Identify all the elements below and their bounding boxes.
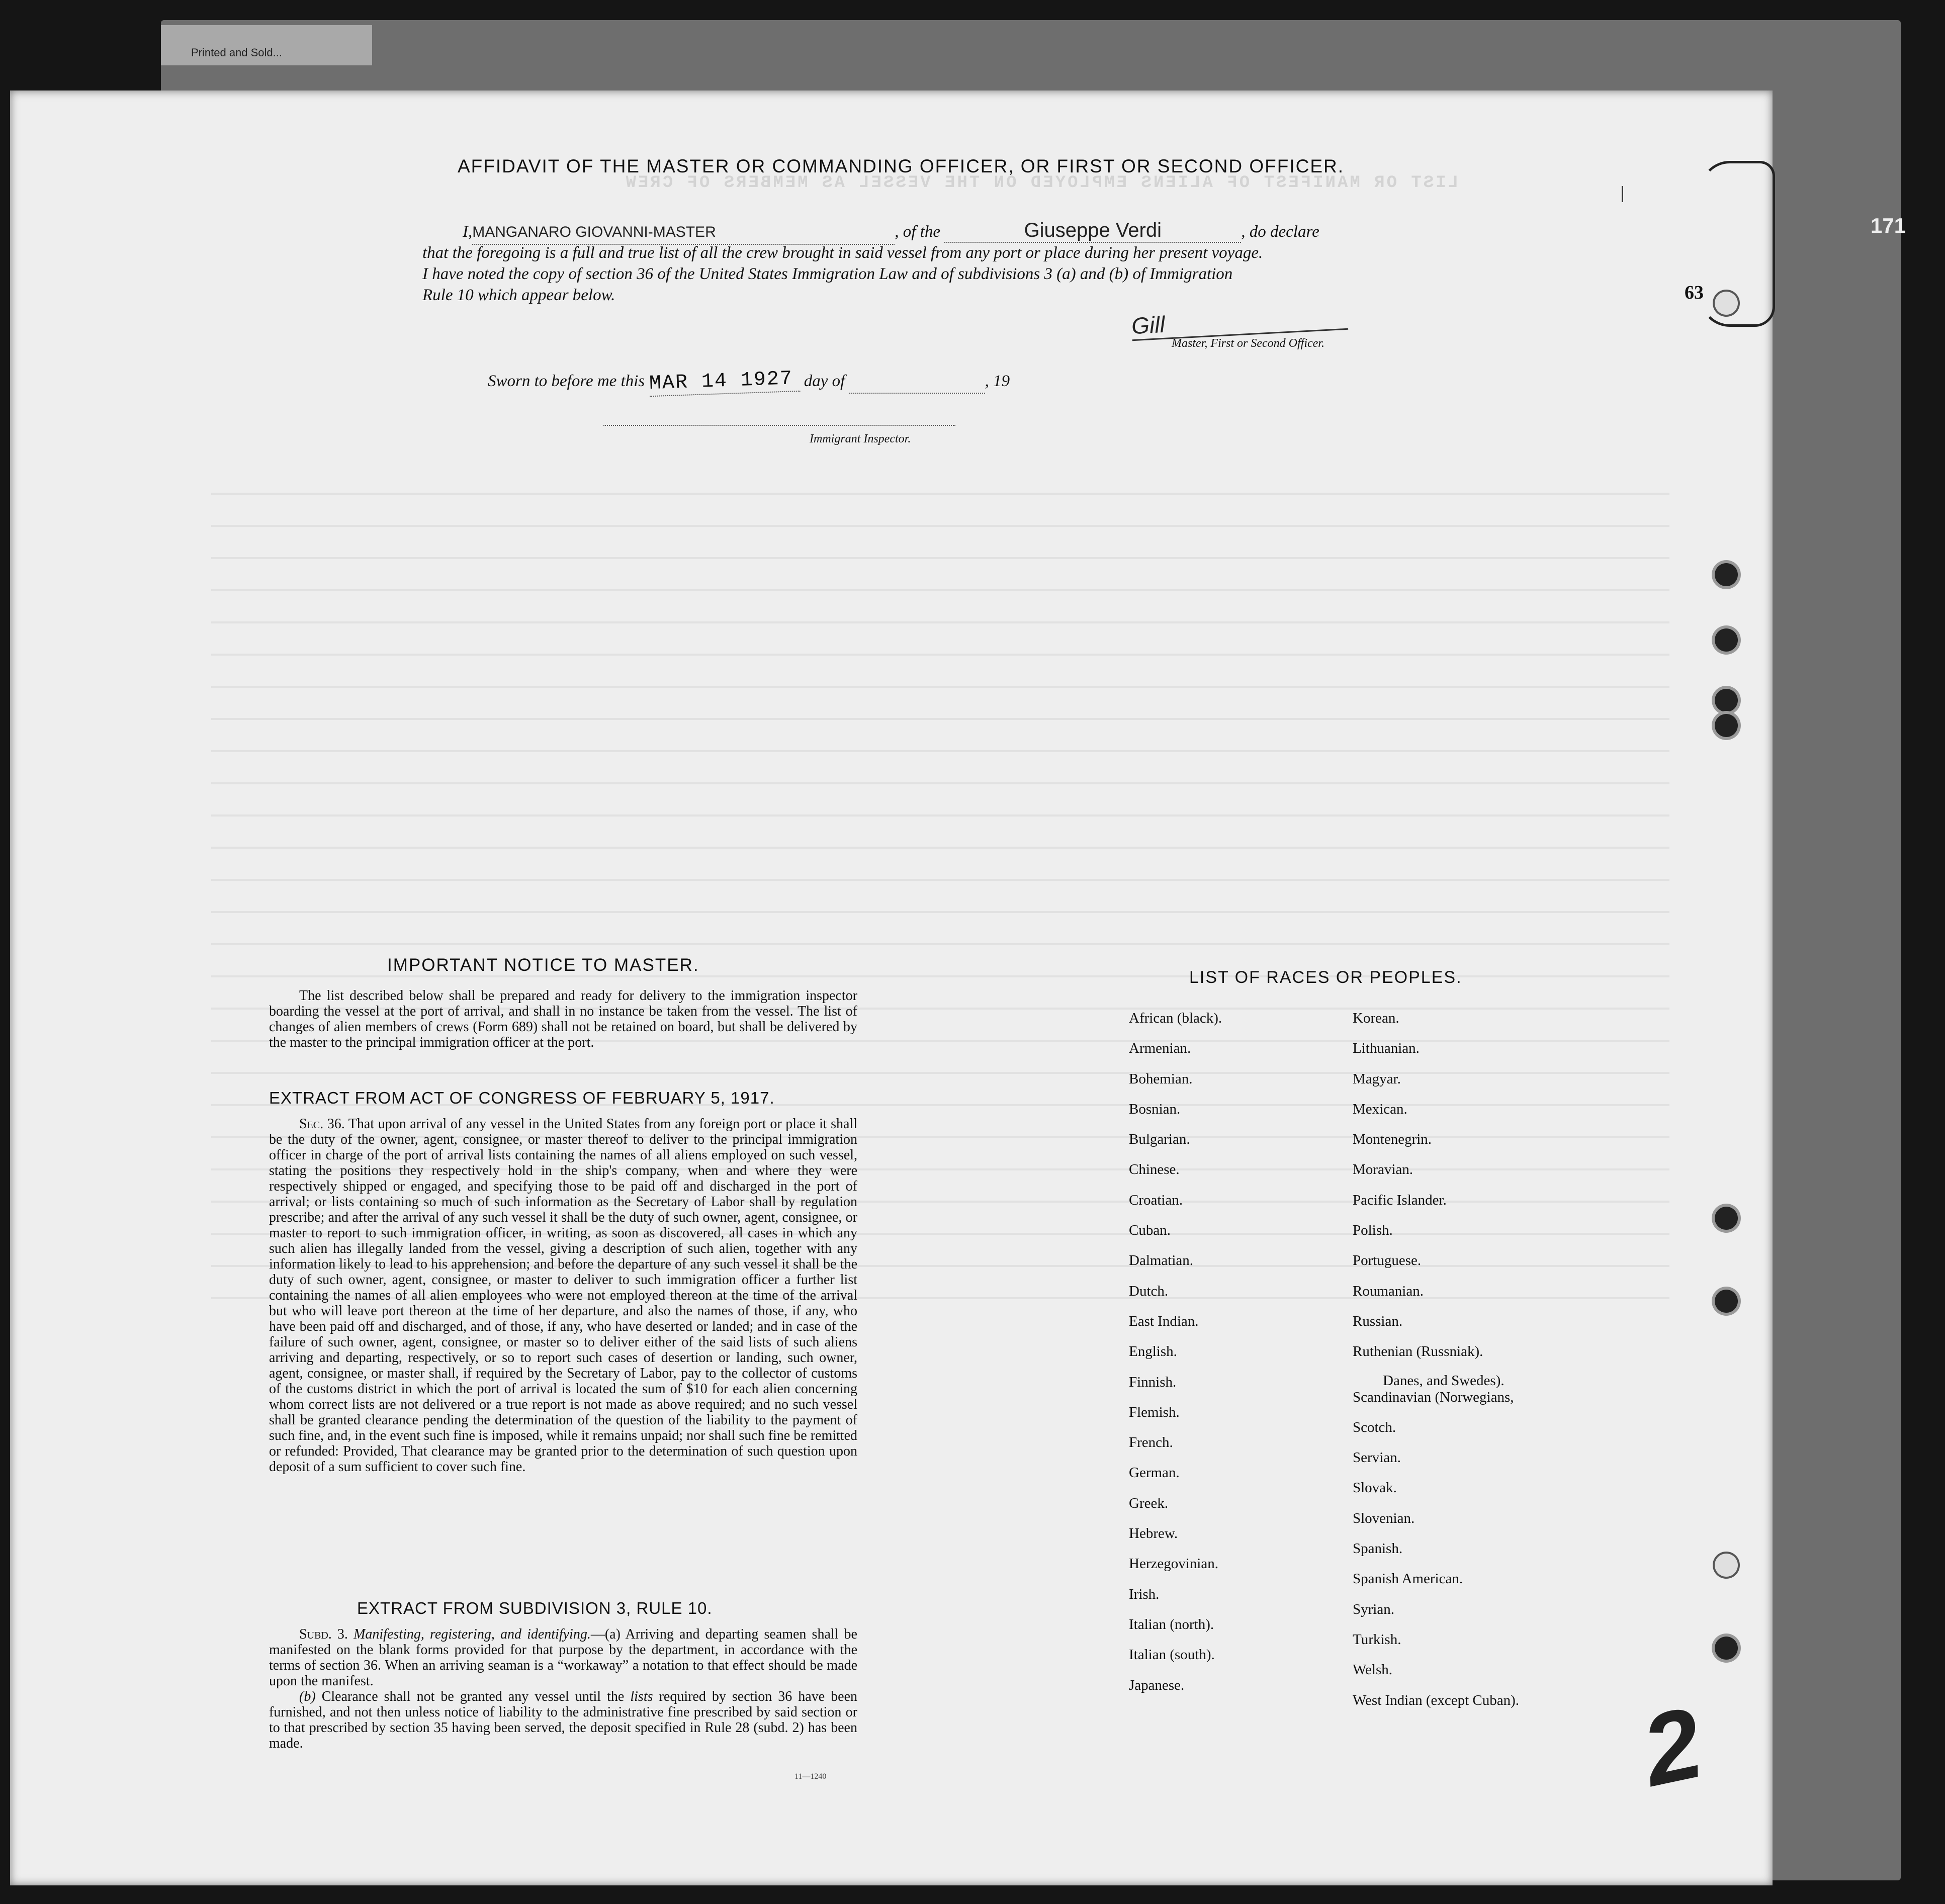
race-item: Bohemian.	[1129, 1070, 1193, 1087]
punch-hole	[1715, 563, 1738, 586]
sworn-year: , 19	[985, 372, 1010, 390]
subd-b-pre: Clearance shall not be granted any vessel until the	[321, 1689, 625, 1704]
affidavit-line-2: that the foregoing is a full and true list of all the crew brought in said vessel from any port or place during her present voyage.	[422, 244, 1263, 262]
extract-act-body	[269, 1116, 857, 1475]
handwritten-number: 2	[1633, 1686, 1712, 1808]
races-right-column	[1353, 1003, 1520, 1708]
races-continuation: Danes, and Swedes).	[1383, 1373, 1505, 1389]
sworn-month-blank	[849, 370, 985, 394]
subd-heading: Manifesting, registering, and identifying.	[353, 1626, 591, 1642]
race-item: English.	[1129, 1343, 1177, 1360]
subd-b-label: (b)	[299, 1689, 316, 1704]
affidavit-line-4: Rule 10 which appear below.	[422, 286, 615, 304]
race-item: Polish.	[1353, 1222, 1393, 1239]
races-left-column	[1129, 1003, 1222, 1700]
affidavit-of: , of the	[895, 223, 940, 241]
race-item: Portuguese.	[1353, 1252, 1422, 1269]
sheet-number: 63	[1685, 282, 1704, 303]
punch-hole	[1715, 1290, 1738, 1313]
race-item: Mexican.	[1353, 1101, 1407, 1117]
race-item: Croatian.	[1129, 1192, 1183, 1208]
sworn-day-of: day of	[804, 372, 845, 390]
race-item: Japanese.	[1129, 1677, 1185, 1693]
section-label: Sec. 36.	[299, 1116, 345, 1132]
affidavit-declare: , do declare	[1241, 223, 1319, 241]
punch-hole	[1715, 1637, 1738, 1660]
extract-act-title: EXTRACT FROM ACT OF CONGRESS OF FEBRUARY 5, 1917.	[269, 1089, 775, 1107]
punch-hole	[1715, 292, 1738, 315]
notice-title: IMPORTANT NOTICE TO MASTER.	[387, 955, 699, 975]
race-item: Cuban.	[1129, 1222, 1171, 1239]
top-tab	[161, 25, 372, 65]
manifest-page	[10, 90, 1773, 1885]
race-item: Scandinavian (Norwegians,	[1353, 1389, 1514, 1405]
race-item: Scotch.	[1353, 1419, 1396, 1435]
race-item: Syrian.	[1353, 1601, 1394, 1617]
race-item: Moravian.	[1353, 1161, 1413, 1178]
race-item: Montenegrin.	[1353, 1131, 1432, 1148]
sworn-prefix: Sworn to before me this	[488, 372, 645, 390]
race-item: African (black).	[1129, 1010, 1222, 1026]
subd-b-post: required by section 36 have been furnished, and not then unless notice of liability to the administrative fine prescribed by said section or to that prescribed by section 35 having been served, the deposit specified in Rule 28 (subd. 2) has been made.	[269, 1689, 858, 1751]
race-item: Lithuanian.	[1353, 1040, 1420, 1057]
inspector-caption: Immigrant Inspector.	[810, 432, 911, 445]
section-36-text: That upon arrival of any vessel in the United States from any foreign port or place it shall be the duty of the owner, agent, consignee, or master thereof to deliver to the principal immigration officer in charge of the port of arrival lists containing the names of all aliens employed on such vessel, stating the positions they respectively hold in the ship's company, when and where they were respectively shipped or engaged, and specifying those to be paid off and discharged in the port of arrival; or lists containing so much of such information as the Secretary of Labor shall by regulation prescribe; and after the arrival of any such vessel it shall be the duty of such owner, agent, consignee, or master to report to such immigration officer, in writing, as soon as discovered, all cases in which any such alien has illegally landed from the vessel, giving a description of such alien, together with any information likely to lead to his apprehension; and before the departure of any such vessel it shall be the duty of such owner, agent, consignee, or master to deliver to such immigration officer a further list containing the names of all alien employees who were not employed thereon at the time of the arrival but who will leave port thereon at the time of her departure, and also the names of those, if any, who have been paid off and discharged, and of those, if any, who have deserted or landed; and in case of the failure of such owner, agent, consignee, or master so to deliver either of the said lists of such aliens arriving and departing, respectively, or so to report such cases of desertion or landing, such owner, agent, consignee, or master shall, if required by the Secretary of Labor, pay to the collector of customs of the customs district in which the port of arrival is located the sum of $10 for each alien concerning whom correct lists are not delivered or a true report is not made as above required; and no such vessel shall be granted clearance pending the determination of the question of the liability to the payment of such fine, and, in the event such fine is imposed, while it remains unpaid; nor shall such fine be remitted or refunded: Provided, That clearance may be granted prior to the determination of such question upon deposit of a sum sufficient to cover such fine.	[269, 1116, 857, 1475]
sworn-line	[488, 370, 1091, 394]
race-item: Irish.	[1129, 1586, 1160, 1602]
crop-mark	[1622, 186, 1623, 202]
inspector-signature-line	[603, 425, 955, 426]
race-item: Greek.	[1129, 1495, 1169, 1511]
race-item: West Indian (except Cuban).	[1353, 1692, 1520, 1708]
notice-text: The list described below shall be prepared and ready for delivery to the immigration inspector boarding the vessel at the port of arrival, and shall in no instance be taken from the vessel. The list of changes of alien members of crews (Form 689) shall not be retained on board, but shall be delivered by the master to the principal immigration officer at the port.	[269, 988, 857, 1050]
race-item: German.	[1129, 1465, 1180, 1481]
race-item: Armenian.	[1129, 1040, 1191, 1057]
race-item: Herzegovinian.	[1129, 1556, 1218, 1572]
master-name: MANGANARO GIOVANNI-MASTER	[472, 221, 895, 245]
bleed-through-text: LIST OR MANIFEST OF ALIENS EMPLOYED ON THE VESSEL AS MEMBERS OF CREW	[624, 173, 1458, 193]
form-number: 11—1240	[794, 1772, 827, 1781]
affidavit-prefix: I,	[463, 223, 473, 241]
race-item: Welsh.	[1353, 1662, 1393, 1678]
master-signature: Gill	[1131, 301, 1348, 341]
punch-hole	[1715, 714, 1738, 737]
races-title: LIST OF RACES OR PEOPLES.	[1189, 968, 1462, 987]
race-item: Dalmatian.	[1129, 1252, 1194, 1269]
extract-rule-body	[269, 1626, 857, 1751]
punch-hole	[1715, 689, 1738, 712]
page-number: 171	[1871, 214, 1906, 237]
extract-rule-title: EXTRACT FROM SUBDIVISION 3, RULE 10.	[357, 1599, 713, 1617]
signer-caption: Master, First or Second Officer.	[1172, 337, 1324, 350]
race-item: Slovak.	[1353, 1480, 1397, 1496]
punch-hole	[1715, 1207, 1738, 1230]
race-item: Italian (north).	[1129, 1616, 1214, 1633]
race-item: Dutch.	[1129, 1283, 1169, 1299]
race-item: Servian.	[1353, 1449, 1401, 1466]
race-item: Magyar.	[1353, 1070, 1401, 1087]
race-item: Chinese.	[1129, 1161, 1180, 1178]
vessel-name: Giuseppe Verdi	[944, 219, 1241, 243]
subd-label: Subd. 3.	[299, 1626, 348, 1642]
race-item: Spanish.	[1353, 1540, 1403, 1557]
race-item: Finnish.	[1129, 1374, 1177, 1390]
race-item: Bulgarian.	[1129, 1131, 1190, 1148]
affidavit-title: AFFIDAVIT OF THE MASTER OR COMMANDING OFFICER, OR FIRST OR SECOND OFFICER.	[458, 156, 1345, 176]
race-item: Turkish.	[1353, 1631, 1401, 1648]
race-item: East Indian.	[1129, 1313, 1199, 1329]
race-item: Slovenian.	[1353, 1510, 1415, 1526]
punch-hole	[1715, 628, 1738, 652]
tab-text: Printed and Sold...	[191, 46, 283, 59]
race-item: Italian (south).	[1129, 1647, 1215, 1663]
race-item: Hebrew.	[1129, 1525, 1178, 1542]
race-item: Russian.	[1353, 1313, 1403, 1329]
race-item: Flemish.	[1129, 1404, 1180, 1420]
race-item: Roumanian.	[1353, 1283, 1424, 1299]
race-item: Spanish American.	[1353, 1571, 1463, 1587]
punch-hole	[1715, 1554, 1738, 1577]
race-item: Ruthenian (Russniak).	[1353, 1343, 1483, 1360]
race-item: Bosnian.	[1129, 1101, 1181, 1117]
race-item: Pacific Islander.	[1353, 1192, 1447, 1208]
sworn-date-stamp: MAR 14 1927	[649, 368, 800, 397]
notice-body	[269, 988, 857, 1050]
race-item: French.	[1129, 1434, 1173, 1451]
race-item: Korean.	[1353, 1010, 1399, 1026]
affidavit-line-3: I have noted the copy of section 36 of the United States Immigration Law and of subdivisions 3 (a) and (b) of Immigration	[422, 265, 1233, 283]
subd-a-text: —(a) Arriving and departing seamen shall be manifested on the blank forms provided for that purpose by the department, in accordance with the terms of section 36. When an arriving seaman is a “workaway” a notation to that effect should be made upon the manifest.	[269, 1626, 857, 1689]
subd-b-italic: lists	[630, 1689, 653, 1704]
